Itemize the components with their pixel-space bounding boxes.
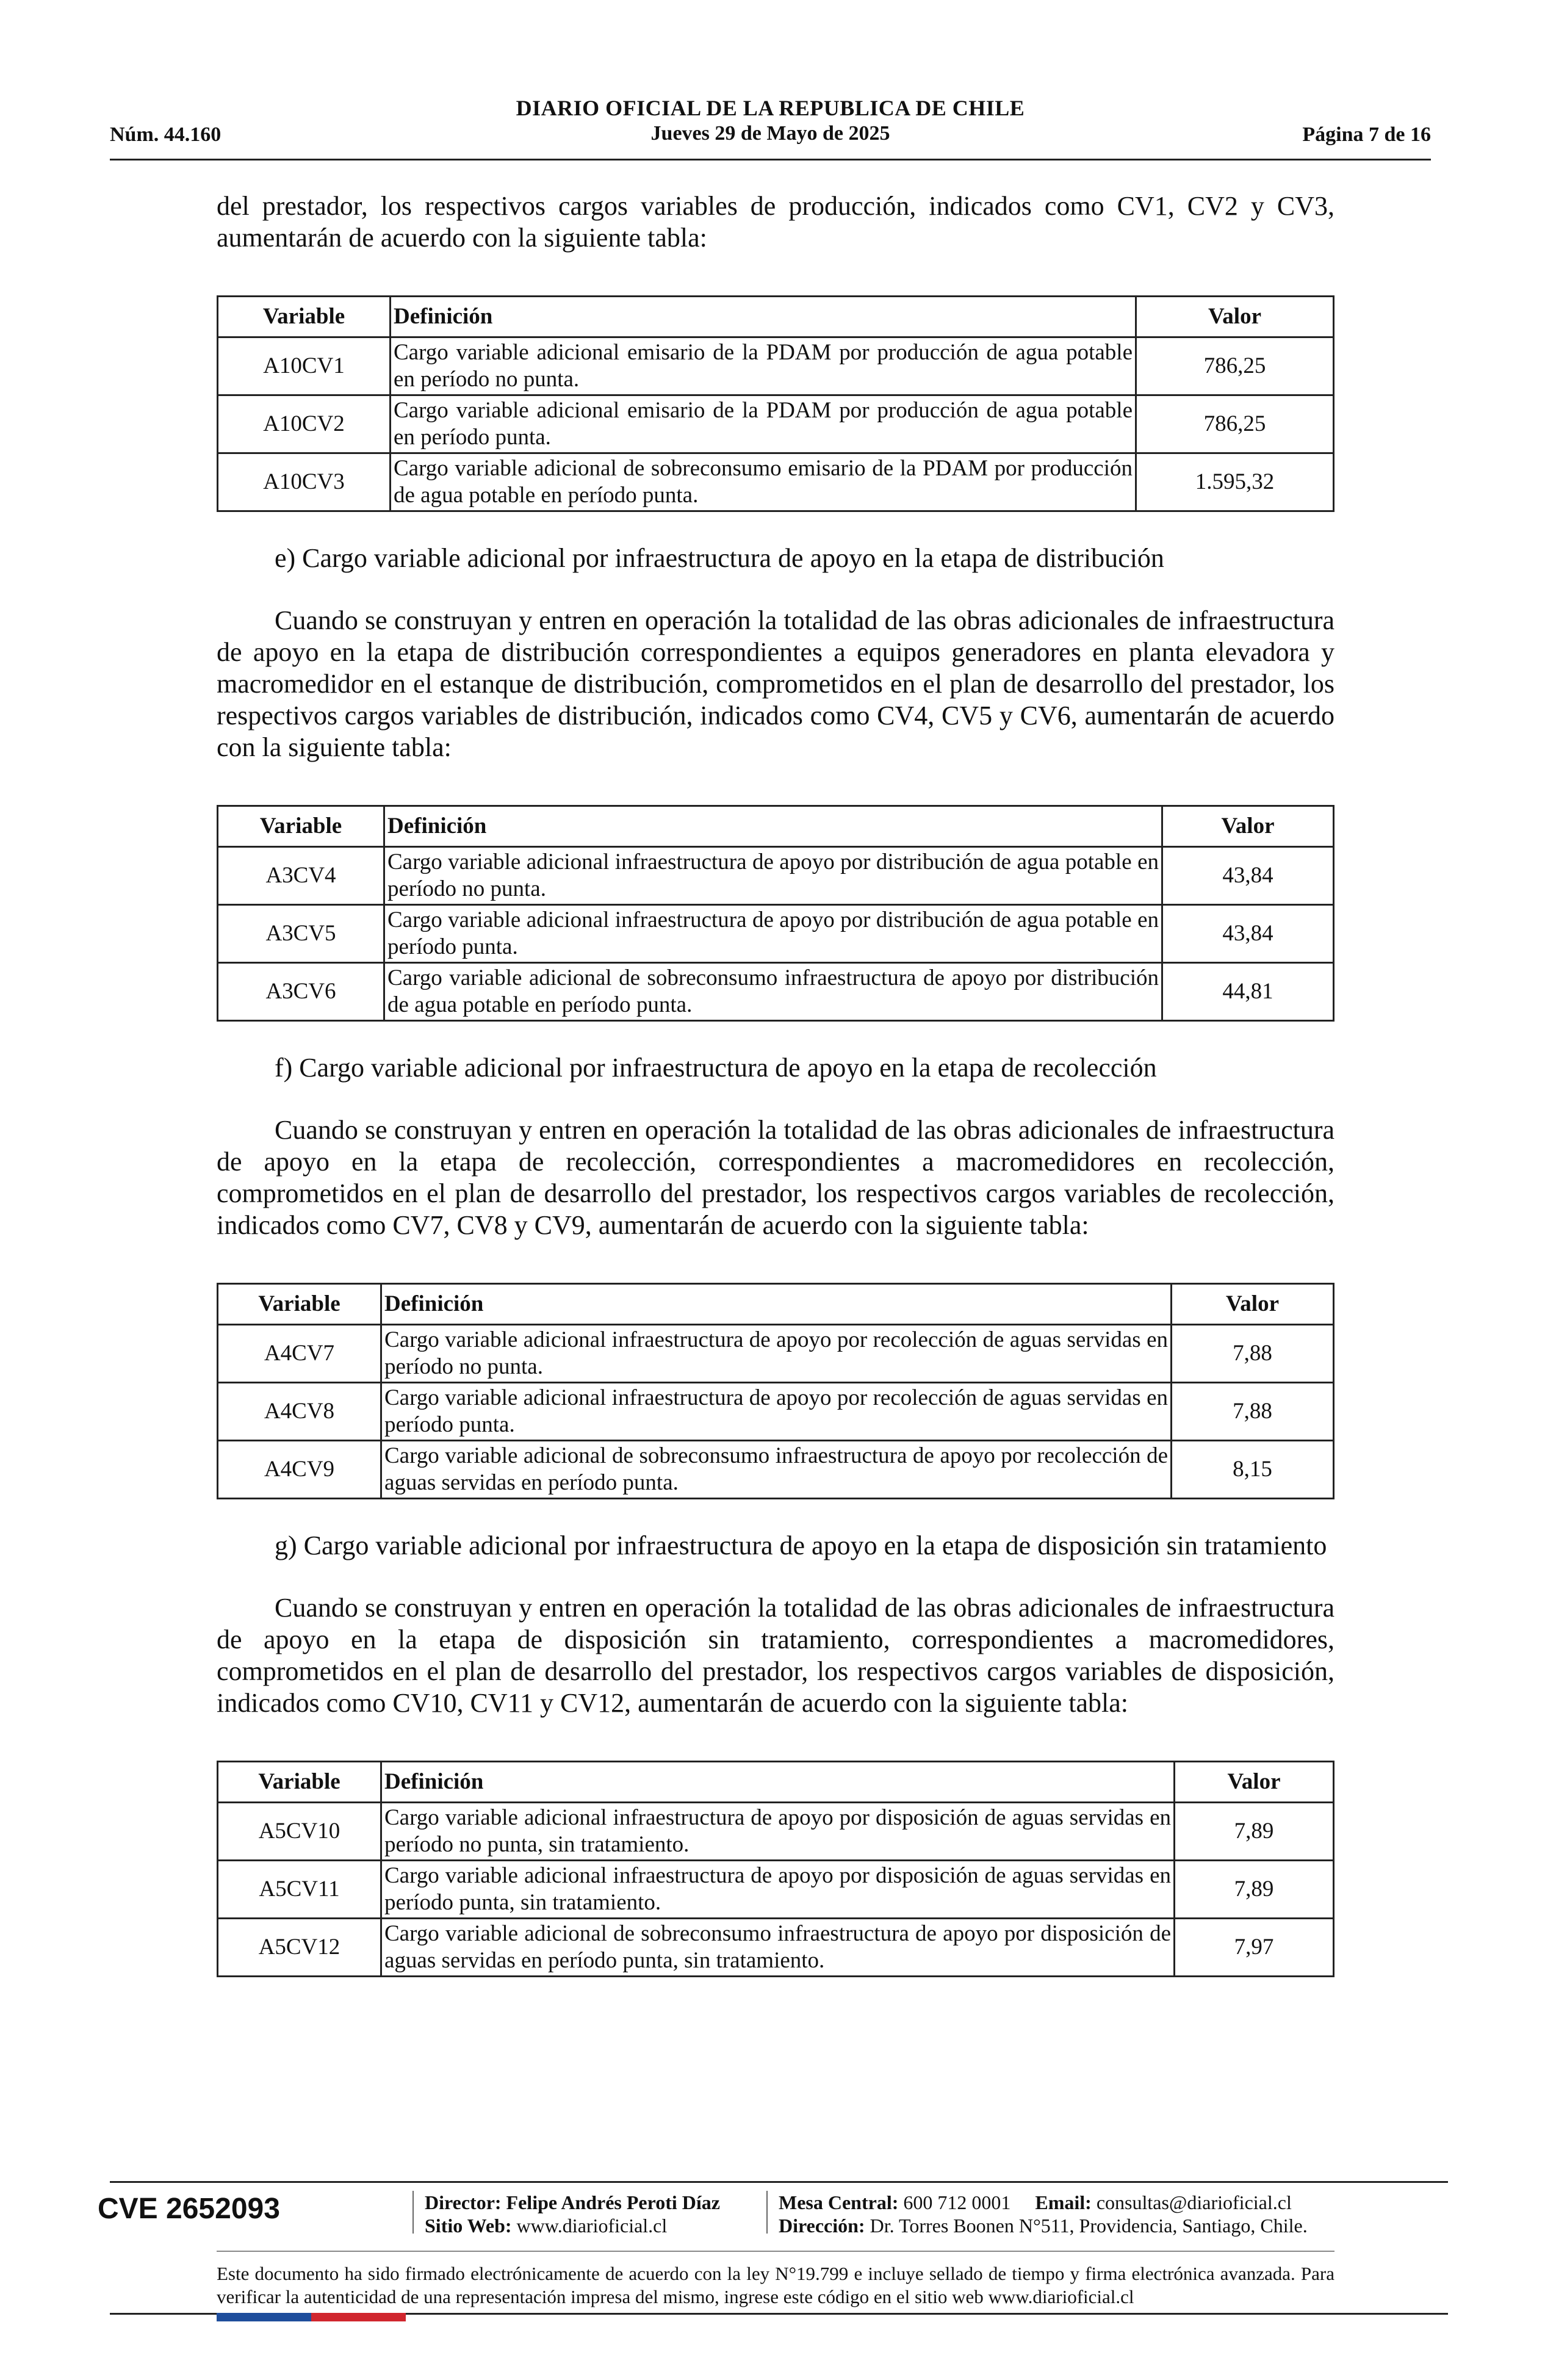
- cell-definition: Cargo variable adicional emisario de la PDAM por producción de agua potable en período no punta.: [391, 337, 1136, 395]
- table-row: [218, 1441, 1334, 1499]
- email-link[interactable]: consultas@diarioficial.cl: [1096, 2191, 1292, 2213]
- col-header-value: Valor: [1162, 806, 1334, 847]
- website-link[interactable]: www.diarioficial.cl: [516, 2215, 668, 2237]
- cell-definition: Cargo variable adicional infraestructura de apoyo por disposición de aguas servidas en período punta, sin tratamiento.: [381, 1861, 1175, 1919]
- cell-variable: A3CV5: [218, 905, 384, 963]
- flag-stripe-blue: [217, 2313, 311, 2321]
- table-row: [218, 395, 1334, 453]
- table-row: [218, 1803, 1334, 1861]
- email-label: Email:: [1035, 2191, 1092, 2213]
- newspaper-title: DIARIO OFICIAL DE LA REPUBLICA DE CHILE: [516, 96, 1025, 120]
- col-header-value: Valor: [1172, 1284, 1334, 1325]
- cell-value: 7,97: [1175, 1919, 1334, 1977]
- cell-variable: A5CV12: [218, 1919, 381, 1977]
- page-header: [110, 92, 1431, 160]
- website-label: Sitio Web:: [425, 2215, 512, 2237]
- col-header-definition: Definición: [381, 1762, 1175, 1803]
- cell-variable: A5CV10: [218, 1803, 381, 1861]
- footer-divider: [412, 2191, 414, 2234]
- cell-definition: Cargo variable adicional infraestructura de apoyo por distribución de agua potable en período punta.: [384, 905, 1162, 963]
- cell-variable: A5CV11: [218, 1861, 381, 1919]
- section-f-heading: f) Cargo variable adicional por infraestructura de apoyo en la etapa de recolección: [275, 1053, 1157, 1083]
- footer-address: [779, 2214, 1308, 2237]
- cell-value: 786,25: [1136, 395, 1334, 453]
- cell-definition: Cargo variable adicional infraestructura de apoyo por distribución de agua potable en período no punta.: [384, 847, 1162, 905]
- col-header-variable: Variable: [218, 806, 384, 847]
- table-production: [217, 295, 1334, 512]
- footer-top-rule: [110, 2181, 1448, 2183]
- table-distribution: [217, 805, 1334, 1022]
- cell-definition: Cargo variable adicional de sobreconsumo infraestructura de apoyo por distribución de agua potable en período punta.: [384, 963, 1162, 1021]
- issue-number: Núm. 44.160: [110, 123, 222, 146]
- cell-definition: Cargo variable adicional infraestructura de apoyo por recolección de aguas servidas en período punta.: [381, 1383, 1172, 1441]
- issue-date: Jueves 29 de Mayo de 2025: [650, 122, 890, 145]
- footer-website: [425, 2214, 667, 2237]
- intro-paragraph: del prestador, los respectivos cargos variables de producción, indicados como CV1, CV2 y CV3, aumentarán de acuerdo con la siguiente tabla:: [217, 191, 1334, 253]
- cell-value: 43,84: [1162, 847, 1334, 905]
- col-header-definition: Definición: [391, 297, 1136, 337]
- section-g-heading: g) Cargo variable adicional por infraestructura de apoyo en la etapa de disposición sin tratamiento: [275, 1531, 1327, 1560]
- col-header-definition: Definición: [381, 1284, 1172, 1325]
- table-row: [218, 453, 1334, 511]
- cell-definition: Cargo variable adicional infraestructura de apoyo por recolección de aguas servidas en período no punta.: [381, 1325, 1172, 1383]
- flag-stripe-red: [311, 2313, 406, 2321]
- cell-value: 7,88: [1172, 1325, 1334, 1383]
- cell-value: 7,89: [1175, 1803, 1334, 1861]
- cell-value: 43,84: [1162, 905, 1334, 963]
- table-row: [218, 905, 1334, 963]
- cell-definition: Cargo variable adicional emisario de la PDAM por producción de agua potable en período punta.: [391, 395, 1136, 453]
- cell-definition: Cargo variable adicional de sobreconsumo infraestructura de apoyo por recolección de aguas servidas en período punta.: [381, 1441, 1172, 1499]
- legal-notice: Este documento ha sido firmado electrónicamente de acuerdo con la ley N°19.799 e incluye sellado de tiempo y firma electrónica avanzada. Para verificar la autenticidad de una representación impresa del mismo, ingrese este código en el sitio web www.diarioficial.cl: [217, 2263, 1334, 2307]
- cell-variable: A10CV3: [218, 453, 391, 511]
- phone-label: Mesa Central:: [779, 2191, 899, 2213]
- col-header-value: Valor: [1136, 297, 1334, 337]
- address-text: Dr. Torres Boonen N°511, Providencia, Santiago, Chile.: [870, 2215, 1308, 2237]
- director-label: Director:: [425, 2191, 502, 2213]
- director-name: Felipe Andrés Peroti Díaz: [506, 2191, 720, 2213]
- table-header-row: [218, 806, 1334, 847]
- table-row: [218, 337, 1334, 395]
- cve-code: CVE 2652093: [98, 2193, 280, 2225]
- cell-variable: A10CV1: [218, 337, 391, 395]
- page-number: Página 7 de 16: [1302, 123, 1431, 146]
- cell-value: 7,88: [1172, 1383, 1334, 1441]
- section-e-paragraph: Cuando se construyan y entren en operación la totalidad de las obras adicionales de infraestructura de apoyo en la etapa de distribución correspondientes a equipos generadores en planta elevadora y macromedidor en el estanque de distribución, comprometidos en el plan de desarrollo del prestador, los respectivos cargos variables de distribución, indicados como CV4, CV5 y CV6, aumentarán de acuerdo con la siguiente tabla:: [217, 605, 1334, 762]
- table-row: [218, 847, 1334, 905]
- cell-variable: A4CV9: [218, 1441, 381, 1499]
- cell-definition: Cargo variable adicional de sobreconsumo emisario de la PDAM por producción de agua potable en período punta.: [391, 453, 1136, 511]
- cell-variable: A4CV7: [218, 1325, 381, 1383]
- section-e-heading: e) Cargo variable adicional por infraestructura de apoyo en la etapa de distribución: [275, 543, 1164, 573]
- cell-definition: Cargo variable adicional infraestructura de apoyo por disposición de aguas servidas en período no punta, sin tratamiento.: [381, 1803, 1175, 1861]
- cell-value: 786,25: [1136, 337, 1334, 395]
- table-disposal: [217, 1761, 1334, 1977]
- cell-variable: A3CV4: [218, 847, 384, 905]
- section-f-paragraph: Cuando se construyan y entren en operación la totalidad de las obras adicionales de infraestructura de apoyo en la etapa de recolección, correspondientes a macromedidores en recolección, comprometidos en el plan de desarrollo del prestador, los respectivos cargos variables de recolección, indicados como CV7, CV8 y CV9, aumentarán de acuerdo con la siguiente tabla:: [217, 1115, 1334, 1240]
- table-header-row: [218, 1762, 1334, 1803]
- col-header-definition: Definición: [384, 806, 1162, 847]
- table-row: [218, 1861, 1334, 1919]
- col-header-variable: Variable: [218, 297, 391, 337]
- table-row: [218, 1325, 1334, 1383]
- table-collection: [217, 1283, 1334, 1499]
- cell-value: 7,89: [1175, 1861, 1334, 1919]
- table-header-row: [218, 297, 1334, 337]
- cell-value: 8,15: [1172, 1441, 1334, 1499]
- phone-number: 600 712 0001: [903, 2191, 1011, 2213]
- cell-variable: A10CV2: [218, 395, 391, 453]
- address-label: Dirección:: [779, 2215, 865, 2237]
- col-header-variable: Variable: [218, 1762, 381, 1803]
- cell-definition: Cargo variable adicional de sobreconsumo infraestructura de apoyo por disposición de aguas servidas en período punta, sin tratamiento.: [381, 1919, 1175, 1977]
- footer-separator: [217, 2251, 1334, 2252]
- cell-variable: A3CV6: [218, 963, 384, 1021]
- col-header-variable: Variable: [218, 1284, 381, 1325]
- table-row: [218, 963, 1334, 1021]
- footer-divider: [766, 2191, 768, 2234]
- table-row: [218, 1919, 1334, 1977]
- section-g-paragraph: Cuando se construyan y entren en operación la totalidad de las obras adicionales de infraestructura de apoyo en la etapa de disposición sin tratamiento, correspondientes a macromedidores, comprometidos en el plan de desarrollo del prestador, los respectivos cargos variables de disposición, indicados como CV10, CV11 y CV12, aumentarán de acuerdo con la siguiente tabla:: [217, 1593, 1334, 1718]
- cell-value: 44,81: [1162, 963, 1334, 1021]
- footer-director: [425, 2191, 720, 2214]
- document-body: [217, 190, 1334, 1977]
- table-row: [218, 1383, 1334, 1441]
- cell-value: 1.595,32: [1136, 453, 1334, 511]
- table-header-row: [218, 1284, 1334, 1325]
- col-header-value: Valor: [1175, 1762, 1334, 1803]
- footer-contact: [779, 2191, 1292, 2214]
- cell-variable: A4CV8: [218, 1383, 381, 1441]
